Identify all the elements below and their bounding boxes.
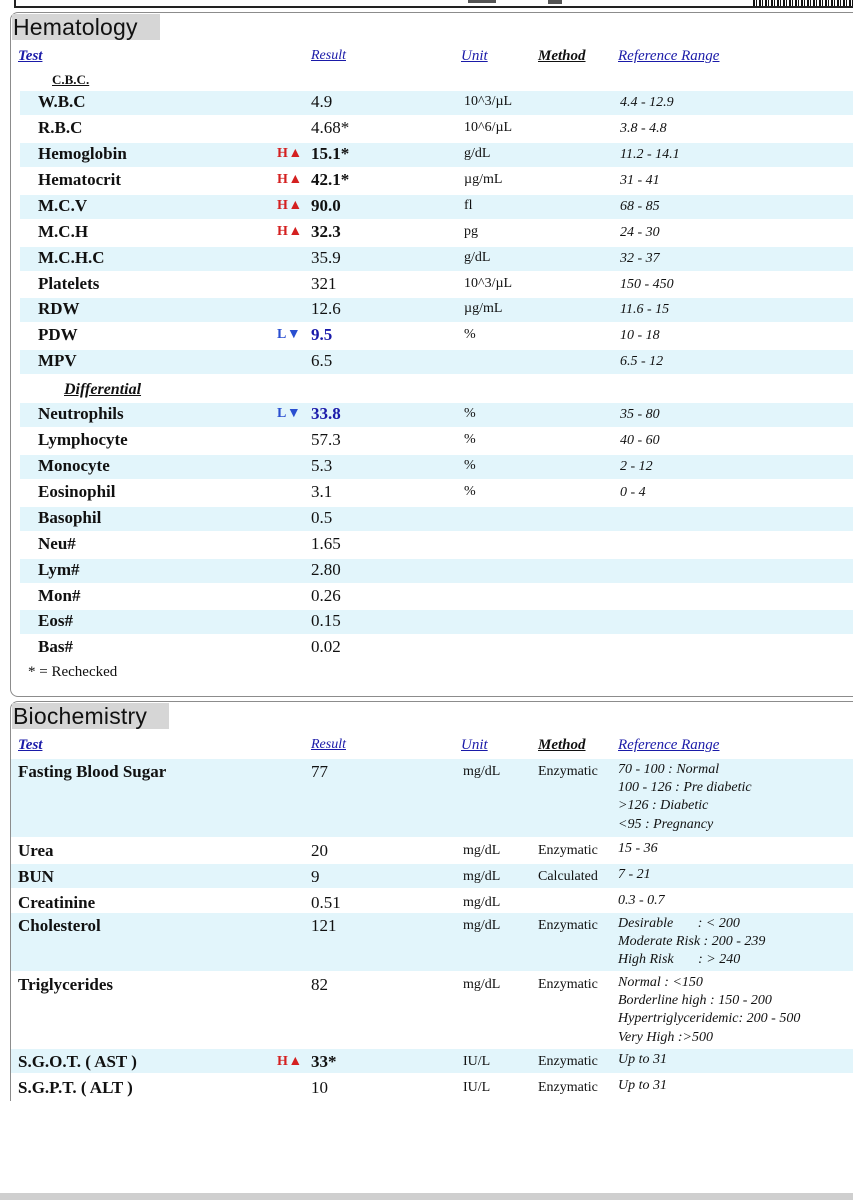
page-bottom-bar xyxy=(0,1193,853,1200)
cut-off-text-fragment xyxy=(548,0,562,4)
result-value: 12.6 xyxy=(311,299,341,318)
abnormal-flag: H▲ xyxy=(277,172,303,187)
table-row xyxy=(20,636,853,660)
reference-range-line: Borderline high : 150 - 200 xyxy=(618,993,772,1009)
reference-range: 150 - 450 xyxy=(620,277,674,292)
test-name: Lym# xyxy=(38,560,80,579)
unit-value: % xyxy=(464,406,476,421)
method-value: Enzymatic xyxy=(538,764,598,779)
reference-range-line: Up to 31 xyxy=(618,1052,667,1067)
reference-range-line: Up to 31 xyxy=(618,1078,667,1093)
table-row xyxy=(20,169,853,193)
barcode-fragment xyxy=(753,0,853,6)
result-value: 35.9 xyxy=(311,248,341,267)
table-row xyxy=(20,91,853,115)
column-header-unit: Unit xyxy=(461,737,488,753)
table-row xyxy=(11,1049,853,1073)
abnormal-flag: L▼ xyxy=(277,406,302,421)
column-header-method: Method xyxy=(538,48,586,64)
reference-range: 3.8 - 4.8 xyxy=(620,121,667,136)
reference-range-line: Desirable : < 200 xyxy=(618,916,740,931)
column-header-unit: Unit xyxy=(461,48,488,64)
table-row xyxy=(20,247,853,271)
unit-value: IU/L xyxy=(463,1054,491,1069)
test-name: Hematocrit xyxy=(38,170,122,189)
unit-value: 10^6/µL xyxy=(464,120,513,135)
rechecked-footnote: * = Rechecked xyxy=(28,664,118,680)
unit-value: mg/dL xyxy=(463,869,501,884)
result-value: 6.5 xyxy=(311,351,333,370)
test-name: W.B.C xyxy=(38,92,86,111)
unit-value: % xyxy=(464,484,476,499)
unit-value: fl xyxy=(464,198,473,213)
table-row xyxy=(20,429,853,453)
test-name: R.B.C xyxy=(38,118,83,137)
table-row xyxy=(20,273,853,297)
result-value: 82 xyxy=(311,975,328,994)
unit-value: 10^3/µL xyxy=(464,94,513,109)
test-name: Basophil xyxy=(38,508,102,527)
reference-range: 11.2 - 14.1 xyxy=(620,147,680,162)
table-row xyxy=(20,195,853,219)
table-row xyxy=(11,890,853,912)
reference-range: 2 - 12 xyxy=(620,459,653,474)
result-value: 42.1* xyxy=(311,170,350,189)
reference-range xyxy=(618,974,800,1047)
result-value: 0.02 xyxy=(311,637,341,656)
unit-value: % xyxy=(464,327,476,342)
test-name: Fasting Blood Sugar xyxy=(18,762,167,781)
reference-range-line: 15 - 36 xyxy=(618,841,658,856)
result-value: 20 xyxy=(311,841,328,860)
abnormal-flag: H▲ xyxy=(277,1054,303,1069)
method-value: Enzymatic xyxy=(538,977,598,992)
column-header-result: Result xyxy=(311,737,346,752)
result-value: 0.51 xyxy=(311,893,341,912)
reference-range xyxy=(618,915,765,970)
test-name: RDW xyxy=(38,299,80,318)
test-name: Triglycerides xyxy=(18,975,114,994)
column-header-reference-range: Reference Range xyxy=(618,48,720,64)
table-row xyxy=(20,559,853,583)
test-name: Bas# xyxy=(38,637,73,656)
unit-value: 10^3/µL xyxy=(464,276,513,291)
unit-value: IU/L xyxy=(463,1080,491,1095)
table-row xyxy=(20,455,853,479)
table-row xyxy=(20,221,853,245)
reference-range: 6.5 - 12 xyxy=(620,354,664,369)
reference-range xyxy=(618,866,651,884)
result-value: 321 xyxy=(311,274,337,293)
reference-range: 31 - 41 xyxy=(620,173,660,188)
test-name: Neutrophils xyxy=(38,404,124,423)
reference-range xyxy=(618,1051,667,1069)
test-name: S.G.P.T. ( ALT ) xyxy=(18,1078,133,1097)
method-value: Enzymatic xyxy=(538,1054,598,1069)
test-name: Monocyte xyxy=(38,456,110,475)
reference-range-line: >126 : Diabetic xyxy=(618,798,709,814)
table-row xyxy=(20,403,853,427)
result-value: 10 xyxy=(311,1078,328,1097)
section-title: Biochemistry xyxy=(12,703,169,729)
unit-value: mg/dL xyxy=(463,895,501,910)
column-header-reference-range: Reference Range xyxy=(618,737,720,753)
test-name: M.C.H.C xyxy=(38,248,105,267)
reference-range-line: 100 - 126 : Pre diabetic xyxy=(618,780,752,796)
reference-range: 68 - 85 xyxy=(620,199,660,214)
test-name: Urea xyxy=(18,841,54,860)
result-value: 121 xyxy=(311,916,337,935)
test-name: M.C.V xyxy=(38,196,88,215)
table-row xyxy=(20,298,853,322)
result-value: 9.5 xyxy=(311,325,333,344)
reference-range: 10 - 18 xyxy=(620,328,660,343)
unit-value: g/dL xyxy=(464,250,491,265)
test-name: M.C.H xyxy=(38,222,89,241)
test-name: Cholesterol xyxy=(18,916,101,935)
result-value: 33.8 xyxy=(311,404,341,423)
test-name: BUN xyxy=(18,867,54,886)
unit-value: mg/dL xyxy=(463,843,501,858)
cut-off-text-fragment xyxy=(468,0,496,3)
result-value: 4.9 xyxy=(311,92,333,111)
reference-range: 35 - 80 xyxy=(620,407,660,422)
result-value: 0.15 xyxy=(311,611,341,630)
abnormal-flag: H▲ xyxy=(277,198,303,213)
table-row xyxy=(11,759,853,837)
abnormal-flag: L▼ xyxy=(277,327,302,342)
reference-range-line: 70 - 100 : Normal xyxy=(618,762,720,777)
table-row xyxy=(20,117,853,141)
result-value: 77 xyxy=(311,762,328,781)
previous-section-border xyxy=(14,0,853,8)
reference-range: 32 - 37 xyxy=(620,251,660,266)
unit-value: pg xyxy=(464,224,478,239)
abnormal-flag: H▲ xyxy=(277,146,303,161)
result-value: 32.3 xyxy=(311,222,341,241)
abnormal-flag: H▲ xyxy=(277,224,303,239)
result-value: 9 xyxy=(311,867,320,886)
reference-range: 24 - 30 xyxy=(620,225,660,240)
test-name: Platelets xyxy=(38,274,100,293)
result-value: 33* xyxy=(311,1052,337,1071)
section-title: Hematology xyxy=(12,14,160,40)
unit-value: µg/mL xyxy=(464,301,503,316)
table-row xyxy=(11,864,853,888)
reference-range-line: <95 : Pregnancy xyxy=(618,816,714,832)
unit-value: g/dL xyxy=(464,146,491,161)
result-value: 57.3 xyxy=(311,430,341,449)
result-value: 5.3 xyxy=(311,456,333,475)
reference-range: 0 - 4 xyxy=(620,485,646,500)
reference-range-line: 7 - 21 xyxy=(618,867,651,882)
table-row xyxy=(11,838,853,862)
column-header-test: Test xyxy=(18,737,43,753)
unit-value: % xyxy=(464,458,476,473)
result-value: 3.1 xyxy=(311,482,333,501)
column-header-method: Method xyxy=(538,737,586,753)
table-row xyxy=(20,585,853,609)
test-name: S.G.O.T. ( AST ) xyxy=(18,1052,137,1071)
table-row xyxy=(11,972,853,1048)
table-row xyxy=(20,143,853,167)
test-name: Eosinophil xyxy=(38,482,116,501)
cbc-subheading: C.B.C. xyxy=(52,72,90,87)
reference-range: 4.4 - 12.9 xyxy=(620,95,674,110)
table-row xyxy=(20,481,853,505)
table-row xyxy=(11,1075,853,1099)
method-value: Enzymatic xyxy=(538,918,598,933)
unit-value: mg/dL xyxy=(463,764,501,779)
table-row xyxy=(20,533,853,557)
method-value: Enzymatic xyxy=(538,1080,598,1095)
unit-value: mg/dL xyxy=(463,918,501,933)
unit-value: % xyxy=(464,432,476,447)
unit-value: mg/dL xyxy=(463,977,501,992)
test-name: MPV xyxy=(38,351,77,370)
table-row xyxy=(20,350,853,374)
reference-range xyxy=(618,761,752,834)
reference-range-line: Moderate Risk : 200 - 239 xyxy=(618,934,766,950)
table-row xyxy=(20,324,853,348)
reference-range-line: Very High :>500 xyxy=(618,1029,713,1045)
test-name: Hemoglobin xyxy=(38,144,127,163)
reference-range-line: Hypertriglyceridemic: 200 - 500 xyxy=(618,1011,801,1027)
test-name: Neu# xyxy=(38,534,76,553)
differential-subheading: Differential xyxy=(64,381,142,398)
reference-range: 40 - 60 xyxy=(620,433,660,448)
result-value: 15.1* xyxy=(311,144,350,163)
unit-value: µg/mL xyxy=(464,172,503,187)
test-name: PDW xyxy=(38,325,78,344)
result-value: 4.68* xyxy=(311,118,350,137)
column-header-result: Result xyxy=(311,48,346,63)
test-name: Mon# xyxy=(38,586,81,605)
reference-range-line: Normal : <150 xyxy=(618,975,703,990)
test-name: Creatinine xyxy=(18,893,96,912)
reference-range: 11.6 - 15 xyxy=(620,302,670,317)
method-value: Calculated xyxy=(538,869,598,884)
result-value: 1.65 xyxy=(311,534,341,553)
table-row xyxy=(20,610,853,634)
reference-range xyxy=(618,1077,667,1095)
result-value: 0.5 xyxy=(311,508,333,527)
reference-range-line: High Risk : > 240 xyxy=(618,952,741,968)
method-value: Enzymatic xyxy=(538,843,598,858)
column-header-test: Test xyxy=(18,48,43,64)
reference-range-line: 0.3 - 0.7 xyxy=(618,893,665,908)
reference-range xyxy=(618,840,658,858)
test-name: Lymphocyte xyxy=(38,430,128,449)
table-row xyxy=(20,507,853,531)
test-name: Eos# xyxy=(38,611,73,630)
reference-range xyxy=(618,892,665,910)
result-value: 0.26 xyxy=(311,586,341,605)
result-value: 2.80 xyxy=(311,560,341,579)
result-value: 90.0 xyxy=(311,196,341,215)
table-row xyxy=(11,913,853,971)
